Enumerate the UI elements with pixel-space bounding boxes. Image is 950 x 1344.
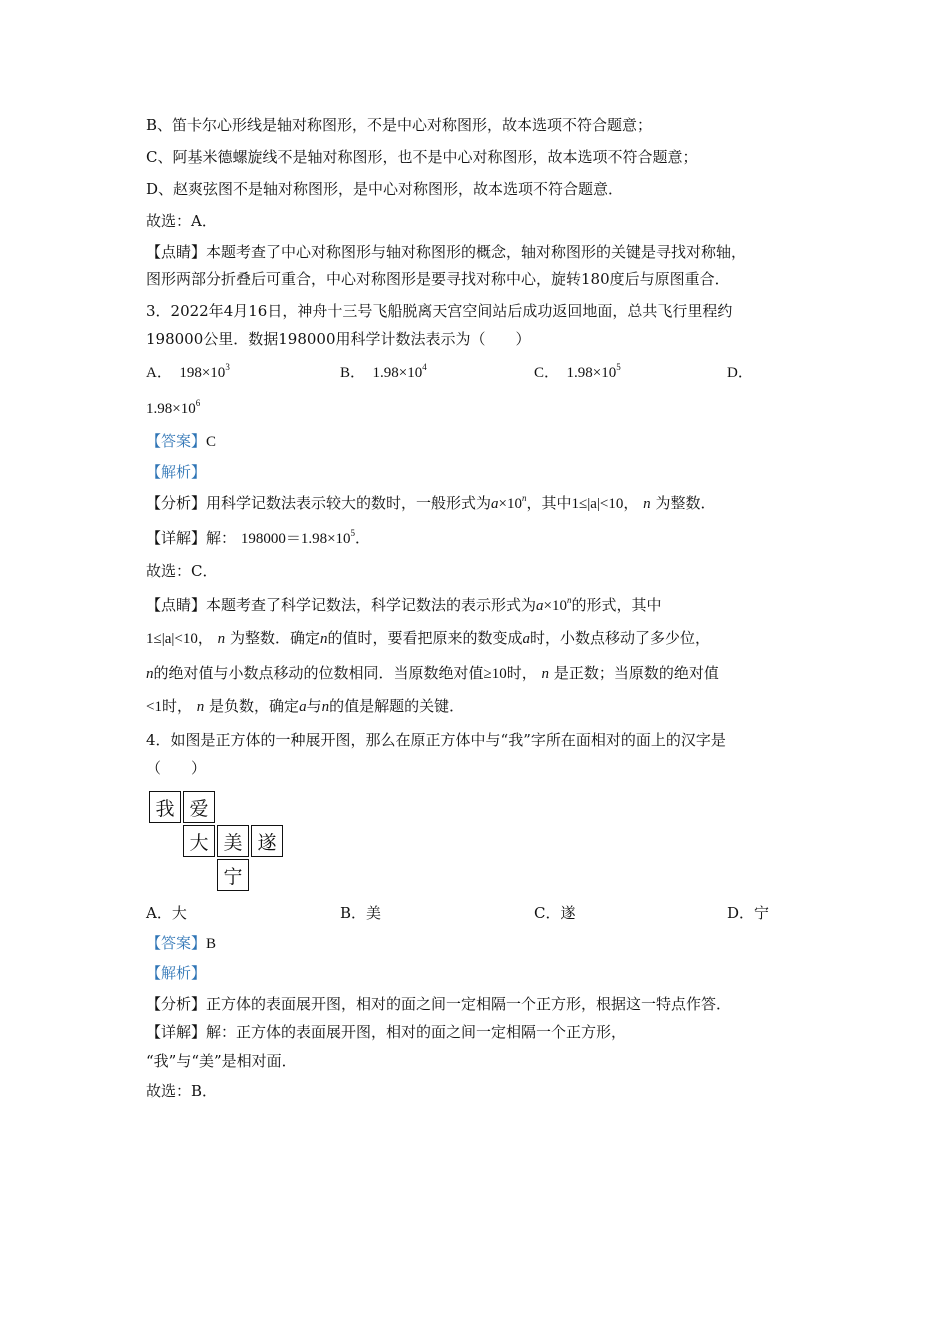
option-exp: 4 — [422, 362, 427, 372]
q3-dianjing-line-4 — [146, 695, 464, 718]
net-cell-ai: 爱 — [183, 791, 215, 823]
q3-stem-line-1: 3．2022年4月16日，神舟十三号飞船脱离天宫空间站后成功返回地面，总共飞行里程约 — [146, 302, 733, 320]
math-a: a — [536, 598, 544, 614]
math-n: n — [541, 666, 550, 682]
dianjing-text: ， — [197, 629, 213, 647]
q3-analysis-tag: 【解析】 — [146, 463, 207, 481]
math-n: n — [321, 699, 330, 715]
net-cell-mei: 美 — [217, 825, 249, 857]
q4-stem-line-2: （ ） — [146, 759, 207, 777]
xiangjie-tag: 【详解】 — [146, 1023, 207, 1041]
math-range: 1≤|a|<10 — [571, 496, 624, 512]
answer-value: B — [206, 936, 217, 952]
option-label: A． — [146, 365, 172, 381]
math-a: a — [299, 699, 307, 715]
dianjing-text: 为整数．确定 — [229, 629, 320, 647]
xiangjie-end: ． — [355, 529, 371, 547]
dianjing-text: 的值时，要看把原来的数变成 — [327, 629, 523, 647]
q4-option-b: B．美 — [340, 904, 382, 922]
answer-value: C — [206, 434, 217, 450]
fenxi-text: ，其中 — [526, 494, 572, 512]
q3-option-a — [146, 362, 230, 384]
option-math: 1.98×10 — [566, 365, 617, 381]
q3-dianjing-line-3 — [146, 662, 719, 685]
math-n: n — [196, 699, 205, 715]
math-n: n — [319, 631, 328, 647]
dianjing-text: 本题考查了中心对称图形与轴对称图形的概念，轴对称图形的关键是寻找对称轴， — [206, 243, 747, 261]
math-exp: 5 — [350, 528, 356, 538]
q3-fenxi-line — [146, 492, 715, 515]
fenxi-tag: 【分析】 — [146, 995, 207, 1013]
net-cell-sui: 遂 — [251, 825, 283, 857]
dianjing-text: 时， — [161, 697, 192, 715]
option-math: 198×10 — [179, 365, 226, 381]
math-a: a — [491, 496, 499, 512]
option-label: B． — [340, 365, 366, 381]
q4-fenxi-line — [146, 993, 731, 1015]
math-range: 1≤|a|<10 — [146, 631, 198, 647]
xiangjie-text: 解：正方体的表面展开图，相对的面之间一定相隔一个正方形， — [206, 1023, 627, 1041]
math-times-ten: ×10 — [498, 496, 522, 512]
q4-xiangjie-line — [146, 1021, 626, 1043]
q3-choose-line: 故选：C． — [146, 562, 218, 580]
math-ge-ten: ≥10 — [483, 666, 507, 682]
q3-xiangjie-line — [146, 527, 370, 550]
math-n: n — [643, 496, 651, 512]
option-label: C． — [534, 365, 560, 381]
math-a: a — [522, 631, 530, 647]
dianjing-line-1 — [146, 241, 746, 263]
q3-answer-line — [146, 430, 216, 453]
dianjing-text: 与 — [306, 697, 322, 715]
math-exp-n: n — [522, 493, 527, 503]
answer-tag: 【答案】 — [146, 934, 207, 952]
answer-tag: 【答案】 — [146, 432, 207, 450]
fenxi-text: 正方体的表面展开图，相对的面之间一定相隔一个正方形，根据这一特点作答． — [206, 995, 732, 1013]
net-cell-da: 大 — [183, 825, 215, 857]
q4-answer-line — [146, 932, 216, 955]
q3-option-c — [534, 362, 621, 384]
option-exp: 5 — [616, 362, 621, 372]
xiangjie-text: 解： — [206, 529, 237, 547]
q3-option-b — [340, 362, 427, 384]
dianjing-line-2: 图形两部分折叠后可重合，中心对称图形是要寻找对称中心，旋转180度后与原图重合． — [146, 270, 730, 288]
option-exp: 3 — [225, 362, 230, 372]
math-times-ten: ×10 — [543, 598, 567, 614]
option-exp: 6 — [195, 398, 201, 408]
choose-a-line: 故选：A． — [146, 212, 217, 230]
math-lt-one: <1 — [146, 699, 162, 715]
q3-option-d-value — [146, 398, 200, 420]
q3-dianjing-line-1 — [146, 594, 662, 617]
solution-c-line: C、阿基米德螺旋线不是轴对称图形，也不是中心对称图形，故本选项不符合题意； — [146, 148, 698, 166]
fenxi-text: 为整数． — [655, 494, 716, 512]
dianjing-tag: 【点睛】 — [146, 596, 207, 614]
q4-stem-line-1: 4．如图是正方体的一种展开图，那么在原正方体中与“我”字所在面相对的面上的汉字是 — [146, 731, 726, 749]
dianjing-text: 本题考查了科学记数法，科学记数法的表示形式为 — [206, 596, 537, 614]
q4-option-a: A．大 — [146, 904, 187, 922]
math-exp-n: n — [567, 595, 572, 605]
math-equation: 198000＝1.98×10 — [240, 531, 351, 547]
q3-dianjing-line-2 — [146, 627, 710, 650]
fenxi-tag: 【分析】 — [146, 494, 207, 512]
dianjing-text: 时， — [506, 664, 537, 682]
dianjing-text: 的形式，其中 — [571, 596, 662, 614]
dianjing-text: 是负数，确定 — [209, 697, 300, 715]
fenxi-text: ， — [623, 494, 639, 512]
dianjing-tag: 【点睛】 — [146, 243, 207, 261]
q4-analysis-tag: 【解析】 — [146, 964, 207, 982]
fenxi-text: 用科学记数法表示较大的数时，一般形式为 — [206, 494, 492, 512]
q4-option-c: C．遂 — [534, 904, 576, 922]
q3-stem-line-2: 198000公里．数据198000用科学计数法表示为（ ） — [146, 330, 531, 348]
math-n: n — [146, 666, 154, 682]
net-cell-ning: 宁 — [217, 859, 249, 891]
option-math: 1.98×10 — [372, 365, 423, 381]
math-n: n — [217, 631, 226, 647]
xiangjie-tag: 【详解】 — [146, 529, 207, 547]
q3-option-d-label: D． — [727, 365, 753, 381]
q4-conclusion-line: “我”与“美”是相对面． — [146, 1052, 297, 1070]
solution-b-line: B、笛卡尔心形线是轴对称图形，不是中心对称图形，故本选项不符合题意； — [146, 116, 653, 134]
q4-option-d: D．宁 — [727, 904, 770, 922]
net-cell-wo: 我 — [149, 791, 181, 823]
q4-choose-line: 故选：B． — [146, 1082, 218, 1100]
dianjing-text: 的绝对值与小数点移动的位数相同．当原数绝对值 — [153, 664, 484, 682]
solution-d-line: D、赵爽弦图不是轴对称图形，是中心对称图形，故本选项不符合题意． — [146, 180, 624, 198]
dianjing-text: 是正数；当原数的绝对值 — [553, 664, 719, 682]
option-math: 1.98×10 — [146, 401, 196, 417]
dianjing-text: 时，小数点移动了多少位， — [529, 629, 710, 647]
dianjing-text: 的值是解题的关键． — [329, 697, 465, 715]
cube-net-diagram — [149, 791, 289, 893]
